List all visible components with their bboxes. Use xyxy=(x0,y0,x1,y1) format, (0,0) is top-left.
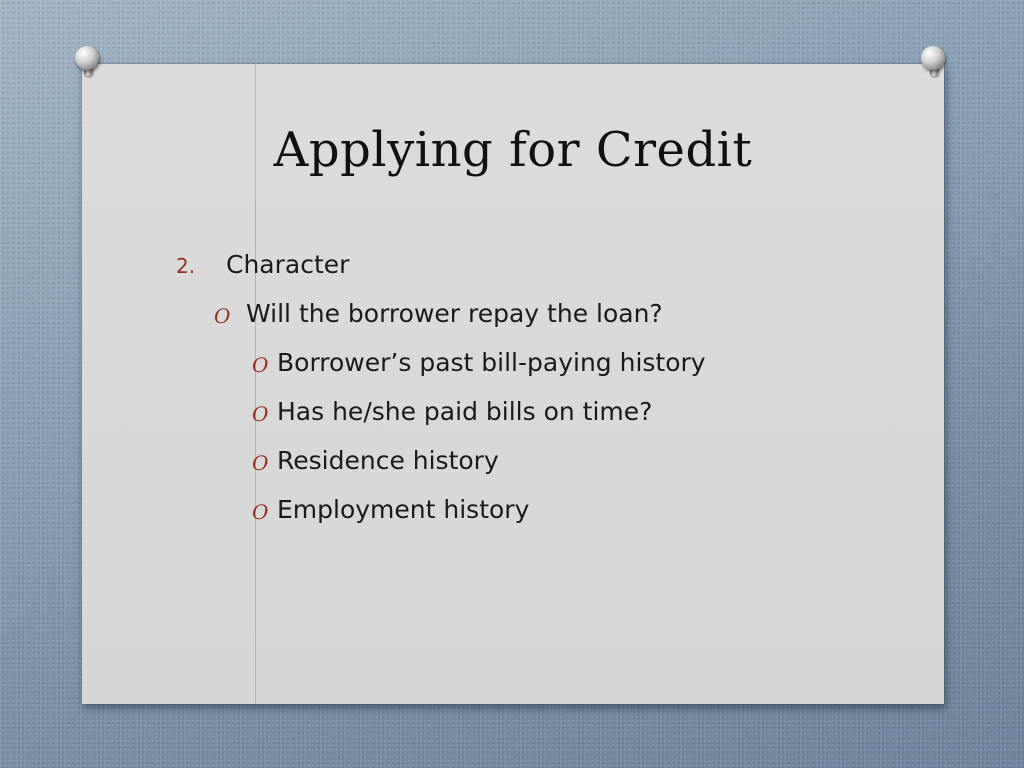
pushpin-right-icon xyxy=(919,44,949,74)
bullet-o-icon: O xyxy=(252,451,269,475)
list-item: Residence history xyxy=(277,446,499,475)
bullet-o-icon: O xyxy=(214,304,231,328)
list-item: Has he/she paid bills on time? xyxy=(277,397,653,426)
numbered-item-text: Character xyxy=(226,250,350,279)
bullet-o-icon: O xyxy=(252,353,269,377)
list-item: Employment history xyxy=(277,495,530,524)
slide-title: Applying for Credit xyxy=(273,122,753,178)
pushpin-left-icon xyxy=(73,44,103,74)
bullet-o-icon: O xyxy=(252,500,269,524)
bullet-o-icon: O xyxy=(252,402,269,426)
list-number: 2. xyxy=(176,254,196,278)
list-item: Borrower’s past bill-paying history xyxy=(277,348,706,377)
list-item: Will the borrower repay the loan? xyxy=(246,299,663,328)
